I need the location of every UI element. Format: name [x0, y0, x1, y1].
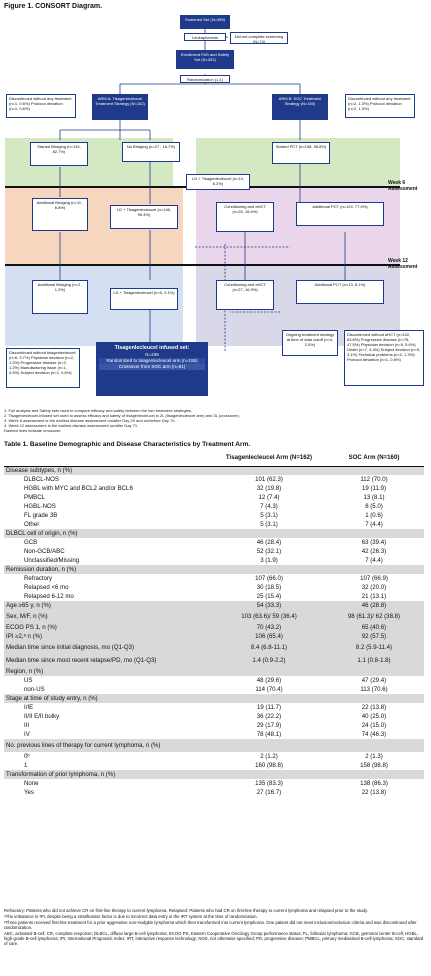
tisa-value: 114 (70.4)	[255, 686, 283, 693]
arm-a-box: ARM A: Tisagenlecleucel Treatment Strategy (N=162)	[92, 94, 148, 120]
tisa-value: 2 (1.2)	[260, 753, 278, 760]
screened-set-box: Screened Set (N=399)	[180, 15, 230, 29]
soc-value: 19 (11.9)	[362, 485, 386, 492]
soc-value: 1.1 (0.8-1.8)	[324, 654, 424, 667]
additional-bridging-1-box: Additional Bridging (n=11 , 6.8%)	[32, 198, 88, 231]
soc-value: 46 (28.8)	[324, 601, 424, 610]
table-row	[4, 676, 424, 685]
week12-label: Week 12 Assessment	[388, 258, 418, 270]
table-row	[4, 475, 424, 484]
randomization-box: Randomization (1:1)	[180, 75, 230, 83]
tisa-value: 5 (3.1)	[260, 521, 278, 528]
started-bridging-box: Started Bridging (n=134, 82.7%)	[30, 142, 88, 166]
table-row	[4, 610, 424, 623]
tisa-value: 107 (66.0)	[255, 575, 283, 582]
table-row	[4, 583, 424, 592]
tisa-value: 27 (16.7)	[256, 789, 282, 796]
row-label: Transformation of prior lymphoma, n (%)	[4, 770, 214, 779]
ld-tisa-3-box: LD + Tisagenlecleucel (n=5, 3.1%)	[110, 288, 178, 310]
week6-label: Week 6 Assessment	[388, 180, 418, 192]
disc-without-ahct-box: Discontinued without aHCT (n=102, 63.8%) Progressive disease (n=76, 47.5%) Physician decision (n=9, 5.6%) Death (n=7, 4.4%) Subject decision (n=5, 3.1%) Technical problems (n=2, 1.3%) Protocol deviation (n=1, 0.6%)	[344, 330, 424, 386]
tisa-value: 48 (29.6)	[256, 677, 282, 684]
row-label: Yes	[24, 789, 34, 796]
row-label: Relapsed 6-12 mo	[24, 593, 74, 600]
discontinued-b-box: Discontinued without any treatment (n=2, 1.3%) Protocol deviation (n=2, 1.3%)	[345, 94, 415, 118]
soc-value: 7 (4.4)	[365, 521, 383, 528]
table-title: Table 1. Baseline Demographic and Disease Characteristics by Treatment Arm.	[4, 441, 251, 448]
row-label: GCB	[24, 539, 38, 546]
soc-value	[324, 739, 424, 752]
row-label: Age ≥65 y, n (%)	[4, 601, 214, 610]
soc-value: 47 (29.4)	[361, 677, 387, 684]
soc-value: 7 (4.4)	[365, 557, 383, 564]
tisa-value: 101 (62.3)	[255, 476, 283, 483]
soc-value: 158 (98.8)	[360, 762, 388, 769]
tisa-value	[214, 770, 324, 779]
table-row	[4, 601, 424, 610]
soc-value: 63 (39.4)	[361, 539, 387, 546]
row-label: None	[24, 780, 39, 787]
table-row	[4, 752, 424, 761]
table-row	[4, 484, 424, 493]
soc-value: 22 (13.8)	[361, 789, 387, 796]
not-complete-screening-box: Did not complete screening (N=74)	[230, 32, 288, 44]
table-row	[4, 529, 424, 538]
row-label: Region, n (%)	[4, 667, 214, 676]
table-row	[4, 520, 424, 529]
tisa-value: 135 (83.3)	[255, 780, 283, 787]
additional-bridging-2-box: Additional Bridging (n=2 , 1.2%)	[32, 280, 88, 314]
table-row	[4, 641, 424, 654]
ld-tisa-1-box: LD + Tisagenlecleucel (n=10, 6.2%)	[186, 174, 250, 190]
table-footnotes	[4, 908, 426, 947]
arm-b-box: ARM B: SOC Treatment Strategy (N=160)	[272, 94, 328, 120]
soc-value	[324, 667, 424, 676]
soc-value: 65 (40.6)	[324, 623, 424, 632]
soc-value: 22 (13.8)	[361, 704, 387, 711]
table-row	[4, 493, 424, 502]
row-label: ECOG PS 1, n (%)	[4, 623, 214, 632]
enrollment-box: Enrollment FAS and Safety Set (N=322)	[176, 50, 234, 69]
soc-value: 8 (5.0)	[365, 503, 383, 510]
discontinued-a-box: Discontinued without any treatment (n=1, 0.6%) Protocol deviation (n=1, 0.6%)	[6, 94, 76, 118]
table-row	[4, 770, 424, 779]
soc-value	[324, 770, 424, 779]
table-row	[4, 685, 424, 694]
row-label: IPI ≥2,ᵃ n (%)	[4, 632, 214, 641]
row-label: 0ᵇ	[24, 753, 30, 760]
header-soc: SOC Arm (N=160)	[324, 450, 424, 466]
row-label: DLBCL-NOS	[24, 476, 59, 483]
tisa-value: 54 (33.3)	[214, 601, 324, 610]
tisa-value	[214, 739, 324, 752]
tisa-value: 29 (17.9)	[256, 722, 282, 729]
tisa-value	[214, 667, 324, 676]
conditioning-2-box: Conditioning and aHCT (n=27, 16.9%)	[216, 280, 274, 310]
soc-value	[324, 529, 424, 538]
tisa-value: 25 (15.4)	[256, 593, 282, 600]
row-label: US	[24, 677, 33, 684]
table-row	[4, 721, 424, 730]
tisa-value	[214, 694, 324, 703]
leukapheresis-box: Leukapheresis	[184, 33, 226, 41]
table-row	[4, 592, 424, 601]
row-label: Sex, M/F, n (%)	[4, 610, 214, 623]
row-label: Disease subtypes, n (%)	[4, 466, 214, 475]
table-row	[4, 730, 424, 739]
row-label: 1	[24, 762, 28, 769]
row-label: No. previous lines of therapy for current lymphoma, n (%)	[4, 739, 214, 752]
row-label: non-US	[24, 686, 45, 693]
tisa-value: 1.4 (0.9-2.2)	[214, 654, 324, 667]
ld-tisa-2-box: LD + Tisagenlecleucel (n=146, 90.4%)	[110, 205, 178, 229]
started-pct-box: Started PCT (n=158, 98.8%)	[272, 142, 330, 164]
table-row	[4, 502, 424, 511]
table-row	[4, 574, 424, 583]
tisa-value: 70 (43.2)	[214, 623, 324, 632]
row-label: Median time since initial diagnosis, mo (Q1-Q3)	[4, 641, 214, 654]
soc-value	[324, 694, 424, 703]
infused-n: N=236	[145, 352, 159, 357]
row-label: IV	[24, 731, 30, 738]
table-footnote: Refractory: Patients who did not achieve CR on first-line therapy to current lymphoma. Relapsed: Patients who had CR on first-line therapy to current lymphoma and relapsed prior to the study.	[4, 908, 368, 913]
tisa-value: 160 (98.8)	[255, 762, 283, 769]
table-row	[4, 654, 424, 667]
figure-footnote-1: 1. Full analysis and Safety sets used to compare efficacy and safety between the two treatment strategies.	[4, 408, 193, 413]
soc-value: 8.2 (5.9-11.4)	[324, 641, 424, 654]
additional-pct-2-box: Additional PCT (n=13, 8.1%)	[296, 280, 384, 304]
tisa-value: 106 (65.4)	[214, 632, 324, 641]
table-row	[4, 632, 424, 641]
header-blank	[4, 450, 214, 466]
soc-value	[324, 466, 424, 475]
consort-diagram	[0, 12, 431, 414]
table-footnote: ᵇThree patients received first-line treatment for a prior aggressive non-Hodgkin lymphoma which then transformed into current lymphoma. One patient did not meet inclusion/exclusion criteria and was discontinued after randomization.	[4, 920, 417, 930]
tisa-value: 46 (28.4)	[256, 539, 282, 546]
soc-value: 13 (8.1)	[363, 494, 385, 501]
tisa-value: 78 (48.1)	[256, 731, 282, 738]
soc-value: 24 (15.0)	[361, 722, 387, 729]
table-row	[4, 538, 424, 547]
table-row	[4, 694, 424, 703]
row-label: DLBCL cell of origin, n (%)	[4, 529, 214, 538]
soc-value: 1 (0.6)	[365, 512, 383, 519]
row-label: I/IE	[24, 704, 34, 711]
table-row	[4, 623, 424, 632]
tisa-value: 3 (1.9)	[260, 557, 278, 564]
row-label: HGBL with MYC and BCL2 and/or BCL6	[24, 485, 133, 492]
soc-value: 42 (26.3)	[361, 548, 387, 555]
row-label: Other	[24, 521, 40, 528]
row-label: II/II E/II bulky	[24, 713, 60, 720]
figure-footnote-4: 4. Week 12 assessment is the earliest disease assessment on/after Day 71.	[4, 423, 139, 428]
table-row	[4, 739, 424, 752]
row-label: Unclassified/Missing	[24, 557, 80, 564]
soc-value: 138 (86.3)	[360, 780, 388, 787]
header-tisa: Tisagenlecleucel Arm (N=162)	[214, 450, 324, 466]
tisa-value	[214, 466, 324, 475]
infused-title: Tisagenlecleucel infused set:	[114, 345, 190, 351]
row-label: Median time since most recent relapse/PD, mo (Q1-Q3)	[4, 654, 214, 667]
soc-value: 92 (57.5)	[324, 632, 424, 641]
infused-set-box	[96, 342, 208, 396]
tisa-value	[214, 565, 324, 574]
table-footnote: ᵃThe imbalance in IPI, despite being a stratification factor is due to incorrect data entry in the IRT system at the time of randomization.	[4, 914, 258, 919]
row-label: FL grade 3B	[24, 512, 58, 519]
tisa-value: 19 (11.7)	[257, 704, 281, 711]
table-row	[4, 667, 424, 676]
infused-rand: Randomized to tisagenlecleucel arm (n=155)	[99, 358, 205, 364]
additional-pct-1-box: Additional PCT (n=124, 77.5%)	[296, 202, 384, 226]
ongoing-box: Ongoing treatment strategy at time of data cutoff (n=4, 2.5%)	[282, 330, 338, 356]
tisa-value: 30 (18.5)	[256, 584, 282, 591]
soc-value: 112 (70.0)	[360, 476, 388, 483]
table-row	[4, 556, 424, 565]
table-row	[4, 565, 424, 574]
soc-value: 32 (20.0)	[361, 584, 387, 591]
tisa-value: 103 (63.6)/ 59 (36.4)	[214, 610, 324, 623]
infused-cross: Crossover from SOC arm (n=81)	[99, 364, 205, 370]
figure-title: Figure 1. CONSORT Diagram.	[4, 3, 103, 10]
row-label: Refractory	[24, 575, 53, 582]
table-row	[4, 703, 424, 712]
soc-value: 2 (1.3)	[365, 753, 383, 760]
row-label: III	[24, 722, 30, 729]
table-row	[4, 761, 424, 770]
soc-value	[324, 565, 424, 574]
tisa-value: 5 (3.1)	[260, 512, 278, 519]
figure-footnote-2: 2. Tisagenlecleucel-infused set used to assess efficacy and safety of tisagenlecleucel in 2L (tisagenlecleucel arm) and 3L (crossover).	[4, 413, 240, 418]
tisa-value: 36 (22.2)	[256, 713, 282, 720]
row-label: Stage at time of study entry, n (%)	[4, 694, 214, 703]
tisa-value: 8.4 (6.8-11.1)	[214, 641, 324, 654]
table-row	[4, 788, 424, 797]
row-label: Relapsed <6 mo	[24, 584, 69, 591]
soc-value: 98 (61.3)/ 62 (38.8)	[324, 610, 424, 623]
tisa-value: 52 (32.1)	[256, 548, 282, 555]
table-row	[4, 547, 424, 556]
soc-value: 21 (13.1)	[361, 593, 387, 600]
table-row	[4, 511, 424, 520]
soc-value: 40 (25.0)	[361, 713, 387, 720]
figure-footnote-3: 3. Week 6 assessment is the earliest disease assessment on/after Day 29 and on/before Day 70.	[4, 418, 176, 423]
disc-without-tisa-box: Discontinued without tisagenlecleucel (n=6, 3.7%) Physician decision (n=2, 1.2%) Progressive disease (n=2, 1.2%) Manufacturing issue (n=1, 0.6%) Subject decision (n=1, 0.6%)	[6, 348, 80, 388]
conditioning-1-box: Conditioning and aHCT (n=25, 15.6%)	[216, 202, 274, 232]
soc-value: 107 (66.9)	[360, 575, 388, 582]
table-row	[4, 779, 424, 788]
row-label: Non-GCB/ABC	[24, 548, 65, 555]
figure-footnote-5: Dashed lines indicate crossover.	[4, 428, 62, 433]
tisa-value: 7 (4.3)	[260, 503, 278, 510]
row-label: PMBCL	[24, 494, 45, 501]
table-row	[4, 712, 424, 721]
baseline-table	[4, 450, 424, 797]
soc-value: 113 (70.6)	[360, 686, 388, 693]
tisa-value: 32 (19.8)	[256, 485, 282, 492]
tisa-value	[214, 529, 324, 538]
row-label: HGBL-NOS	[24, 503, 56, 510]
soc-value: 74 (46.3)	[361, 731, 387, 738]
row-label: Remission duration, n (%)	[4, 565, 214, 574]
table-body	[4, 466, 424, 797]
no-bridging-box: No Bridging (n=27 , 16.7%)	[122, 142, 180, 162]
table-footnote: ABC, activated B-cell; CR, complete response; DLBCL, diffuse large B-cell lymphoma; ECOG PS, Eastern Cooperative Oncology Group performance status; FL, follicular lymphoma; GCB, germinal center B-cell; HGBL, high-grade B-cell lymphoma; IPI, International Prognostic Index; IRT, interactive response technology; NOS, not otherwise specified; PD, progressive disease; PMBCL, primary mediastinal B-cell lymphoma; SOC, standard of care.	[4, 931, 424, 946]
tisa-value: 12 (7.4)	[258, 494, 280, 501]
table-row	[4, 466, 424, 475]
